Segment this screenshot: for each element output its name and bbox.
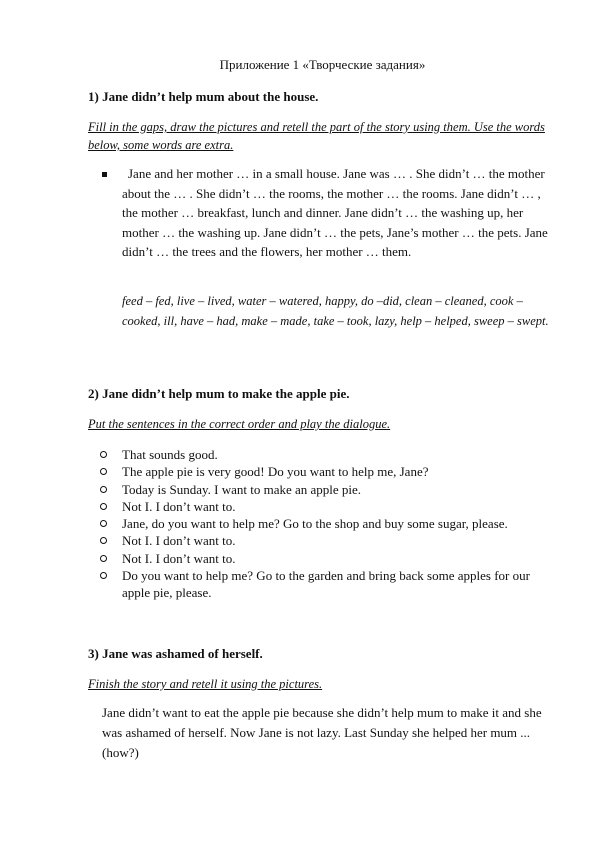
dialogue-sentence-list xyxy=(100,446,560,602)
section-2-heading: 2) Jane didn’t help mum to make the apple pie. xyxy=(88,386,350,401)
section-1-heading: 1) Jane didn’t help mum about the house. xyxy=(88,89,319,104)
circle-bullet-icon xyxy=(100,520,107,527)
section-1-word-list: feed – fed, live – lived, water – watered, happy, do –did, clean – cleaned, cook – cooked, ill, have – had, make – made, take – took, lazy, help – helped, sweep – swept. xyxy=(122,294,549,328)
list-item: Do you want to help me? Go to the garden and bring back some apples for our apple pie, please. xyxy=(100,567,560,602)
circle-bullet-icon xyxy=(100,486,107,493)
circle-bullet-icon xyxy=(100,537,107,544)
list-item: Today is Sunday. I want to make an apple pie. xyxy=(100,481,560,498)
list-item: Not I. I don’t want to. xyxy=(100,532,560,549)
circle-bullet-icon xyxy=(100,451,107,458)
circle-bullet-icon xyxy=(100,468,107,475)
section-1-instruction: Fill in the gaps, draw the pictures and retell the part of the story using them. Use the words below, some words are extra. xyxy=(88,120,545,152)
circle-bullet-icon xyxy=(100,555,107,562)
section-3-story-text: Jane didn’t want to eat the apple pie because she didn’t help mum to make it and she was ashamed of herself. Now Jane is not lazy. Last Sunday she helped her mum ... (how?) xyxy=(102,705,542,760)
list-item: The apple pie is very good! Do you want to help me, Jane? xyxy=(100,463,560,480)
section-1-gap-text: Jane and her mother … in a small house. Jane was … . She didn’t … the mother about the … . She didn’t … the rooms, the mother … the rooms. Jane didn’t … , the mother … breakfast, lunch and dinner. Jane didn’t … the washing up, her mother … the washing up. Jane didn’t … the pets, Jane’s mother … the pets. Jane didn’t … the trees and the flowers, her mother … them. xyxy=(122,166,548,259)
circle-bullet-icon xyxy=(100,572,107,579)
list-item: Not I. I don’t want to. xyxy=(100,498,560,515)
list-item: Not I. I don’t want to. xyxy=(100,550,560,567)
list-item: That sounds good. xyxy=(100,446,560,463)
page-title: Приложение 1 «Творческие задания» xyxy=(219,57,426,72)
list-item: Jane, do you want to help me? Go to the shop and buy some sugar, please. xyxy=(100,515,560,532)
square-bullet-icon xyxy=(102,172,107,177)
circle-bullet-icon xyxy=(100,503,107,510)
section-3-instruction: Finish the story and retell it using the pictures. xyxy=(88,677,323,691)
section-2-instruction: Put the sentences in the correct order and play the dialogue. xyxy=(88,417,391,431)
section-3-heading: 3) Jane was ashamed of herself. xyxy=(88,646,263,661)
